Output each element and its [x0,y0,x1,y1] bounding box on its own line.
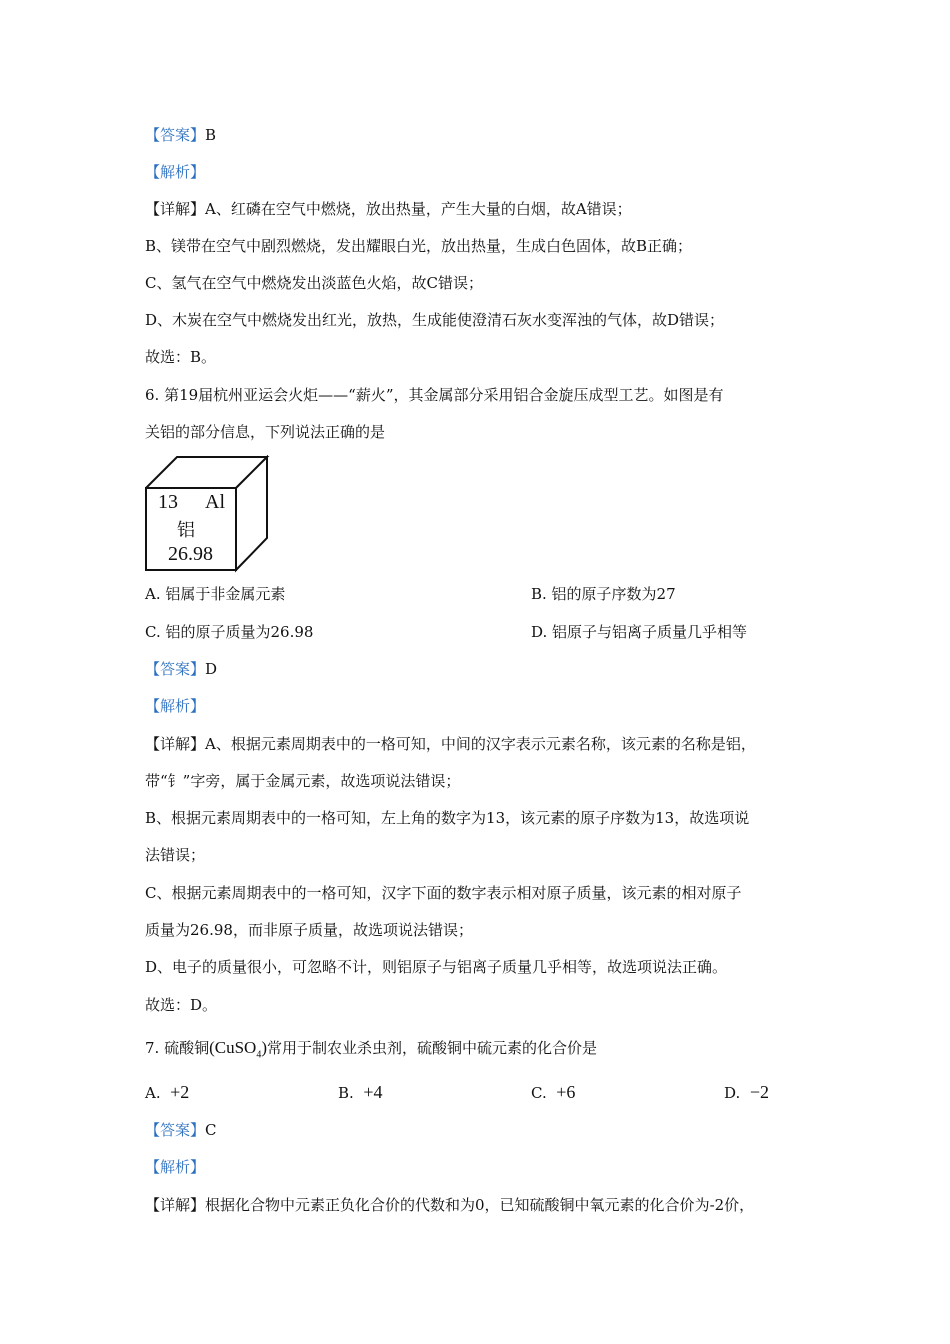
cuso4-formula: (CuSO$_4$) [209,1038,268,1061]
q6-detail-a1: 【详解】A、根据元素周期表中的一格可知，中间的汉字表示元素名称，该元素的名称是铝， [145,735,756,753]
q7-option-a: A. +2 [145,1082,190,1102]
element-name: 铝 [177,520,195,541]
q7-option-b: B. +4 [338,1082,383,1102]
q5-detail-b: B、镁带在空气中剧烈燃烧，发出耀眼白光，放出热量，生成白色固体，故B正确； [145,237,693,255]
q6-option-a: A. 铝属于非金属元素 [145,585,286,603]
q6-stem-line2: 关铝的部分信息，下列说法正确的是 [145,423,386,441]
q6-detail-b1: B、根据元素周期表中的一格可知，左上角的数字为13，该元素的原子序数为13，故选项说 [145,809,750,827]
q6-detail-c1: C、根据元素周期表中的一格可知，汉字下面的数字表示相对原子质量，该元素的相对原子 [145,884,742,902]
detail-tag: 【详解】 [145,1196,206,1214]
q6-detail-a2: 带“钅”字旁，属于金属元素，故选项说法错误； [145,772,461,790]
element-symbol: Al [205,491,225,513]
q5-answer [145,125,216,145]
q7-detail: 【详解】根据化合物中元素正负化合价的代数和为0，已知硫酸铜中氧元素的化合价为-2价， [145,1196,755,1214]
q7-option-c: C. +6 [531,1082,576,1102]
q6-conclusion: 故选：D。 [145,996,218,1014]
q5-detail-a: 【详解】A、红磷在空气中燃烧，放出热量，产生大量的白烟，故A错误； [145,200,632,218]
answer-tag: 【答案】 [145,1121,206,1139]
detail-tag: 【详解】 [145,200,206,218]
q6-stem-line1: 6. 第19届杭州亚运会火炬——“薪火”，其金属部分采用铝合金旋压成型工艺。如图是有 [145,386,724,404]
element-number: 13 [158,491,178,513]
q7-stem: 7. 硫酸铜(CuSO$_4$)常用于制农业杀虫剂，硫酸铜中硫元素的化合价是 [145,1038,598,1061]
q7-answer [145,1120,217,1140]
q6-detail-b2: 法错误； [145,846,206,864]
element-cell-figure [145,455,270,575]
q6-answer [145,659,217,679]
answer-value: C [205,1121,217,1139]
answer-tag: 【答案】 [145,660,206,678]
answer-value: B [205,126,217,144]
q5-conclusion: 故选：B。 [145,348,217,366]
detail-tag: 【详解】 [145,735,206,753]
q5-analysis-tag: 【解析】 [145,163,206,181]
q6-detail-c2: 质量为26.98，而非原子质量，故选项说法错误； [145,921,473,939]
element-mass: 26.98 [168,543,213,565]
answer-tag: 【答案】 [145,126,206,144]
q6-option-d: D. 铝原子与铝离子质量几乎相等 [531,623,748,641]
q7-option-d: D. −2 [724,1082,769,1102]
q5-detail-d: D、木炭在空气中燃烧发出红光，放热，生成能使澄清石灰水变浑浊的气体，故D错误； [145,311,725,329]
q6-analysis-tag: 【解析】 [145,697,206,715]
q6-option-c: C. 铝的原子质量为26.98 [145,623,314,641]
q5-detail-c: C、氢气在空气中燃烧发出淡蓝色火焰，故C错误； [145,274,483,292]
answer-value: D [205,660,218,678]
q6-option-b: B. 铝的原子序数为27 [531,585,676,603]
q7-analysis-tag: 【解析】 [145,1158,206,1176]
q6-detail-d: D、电子的质量很小，可忽略不计，则铝原子与铝离子质量几乎相等，故选项说法正确。 [145,958,728,976]
